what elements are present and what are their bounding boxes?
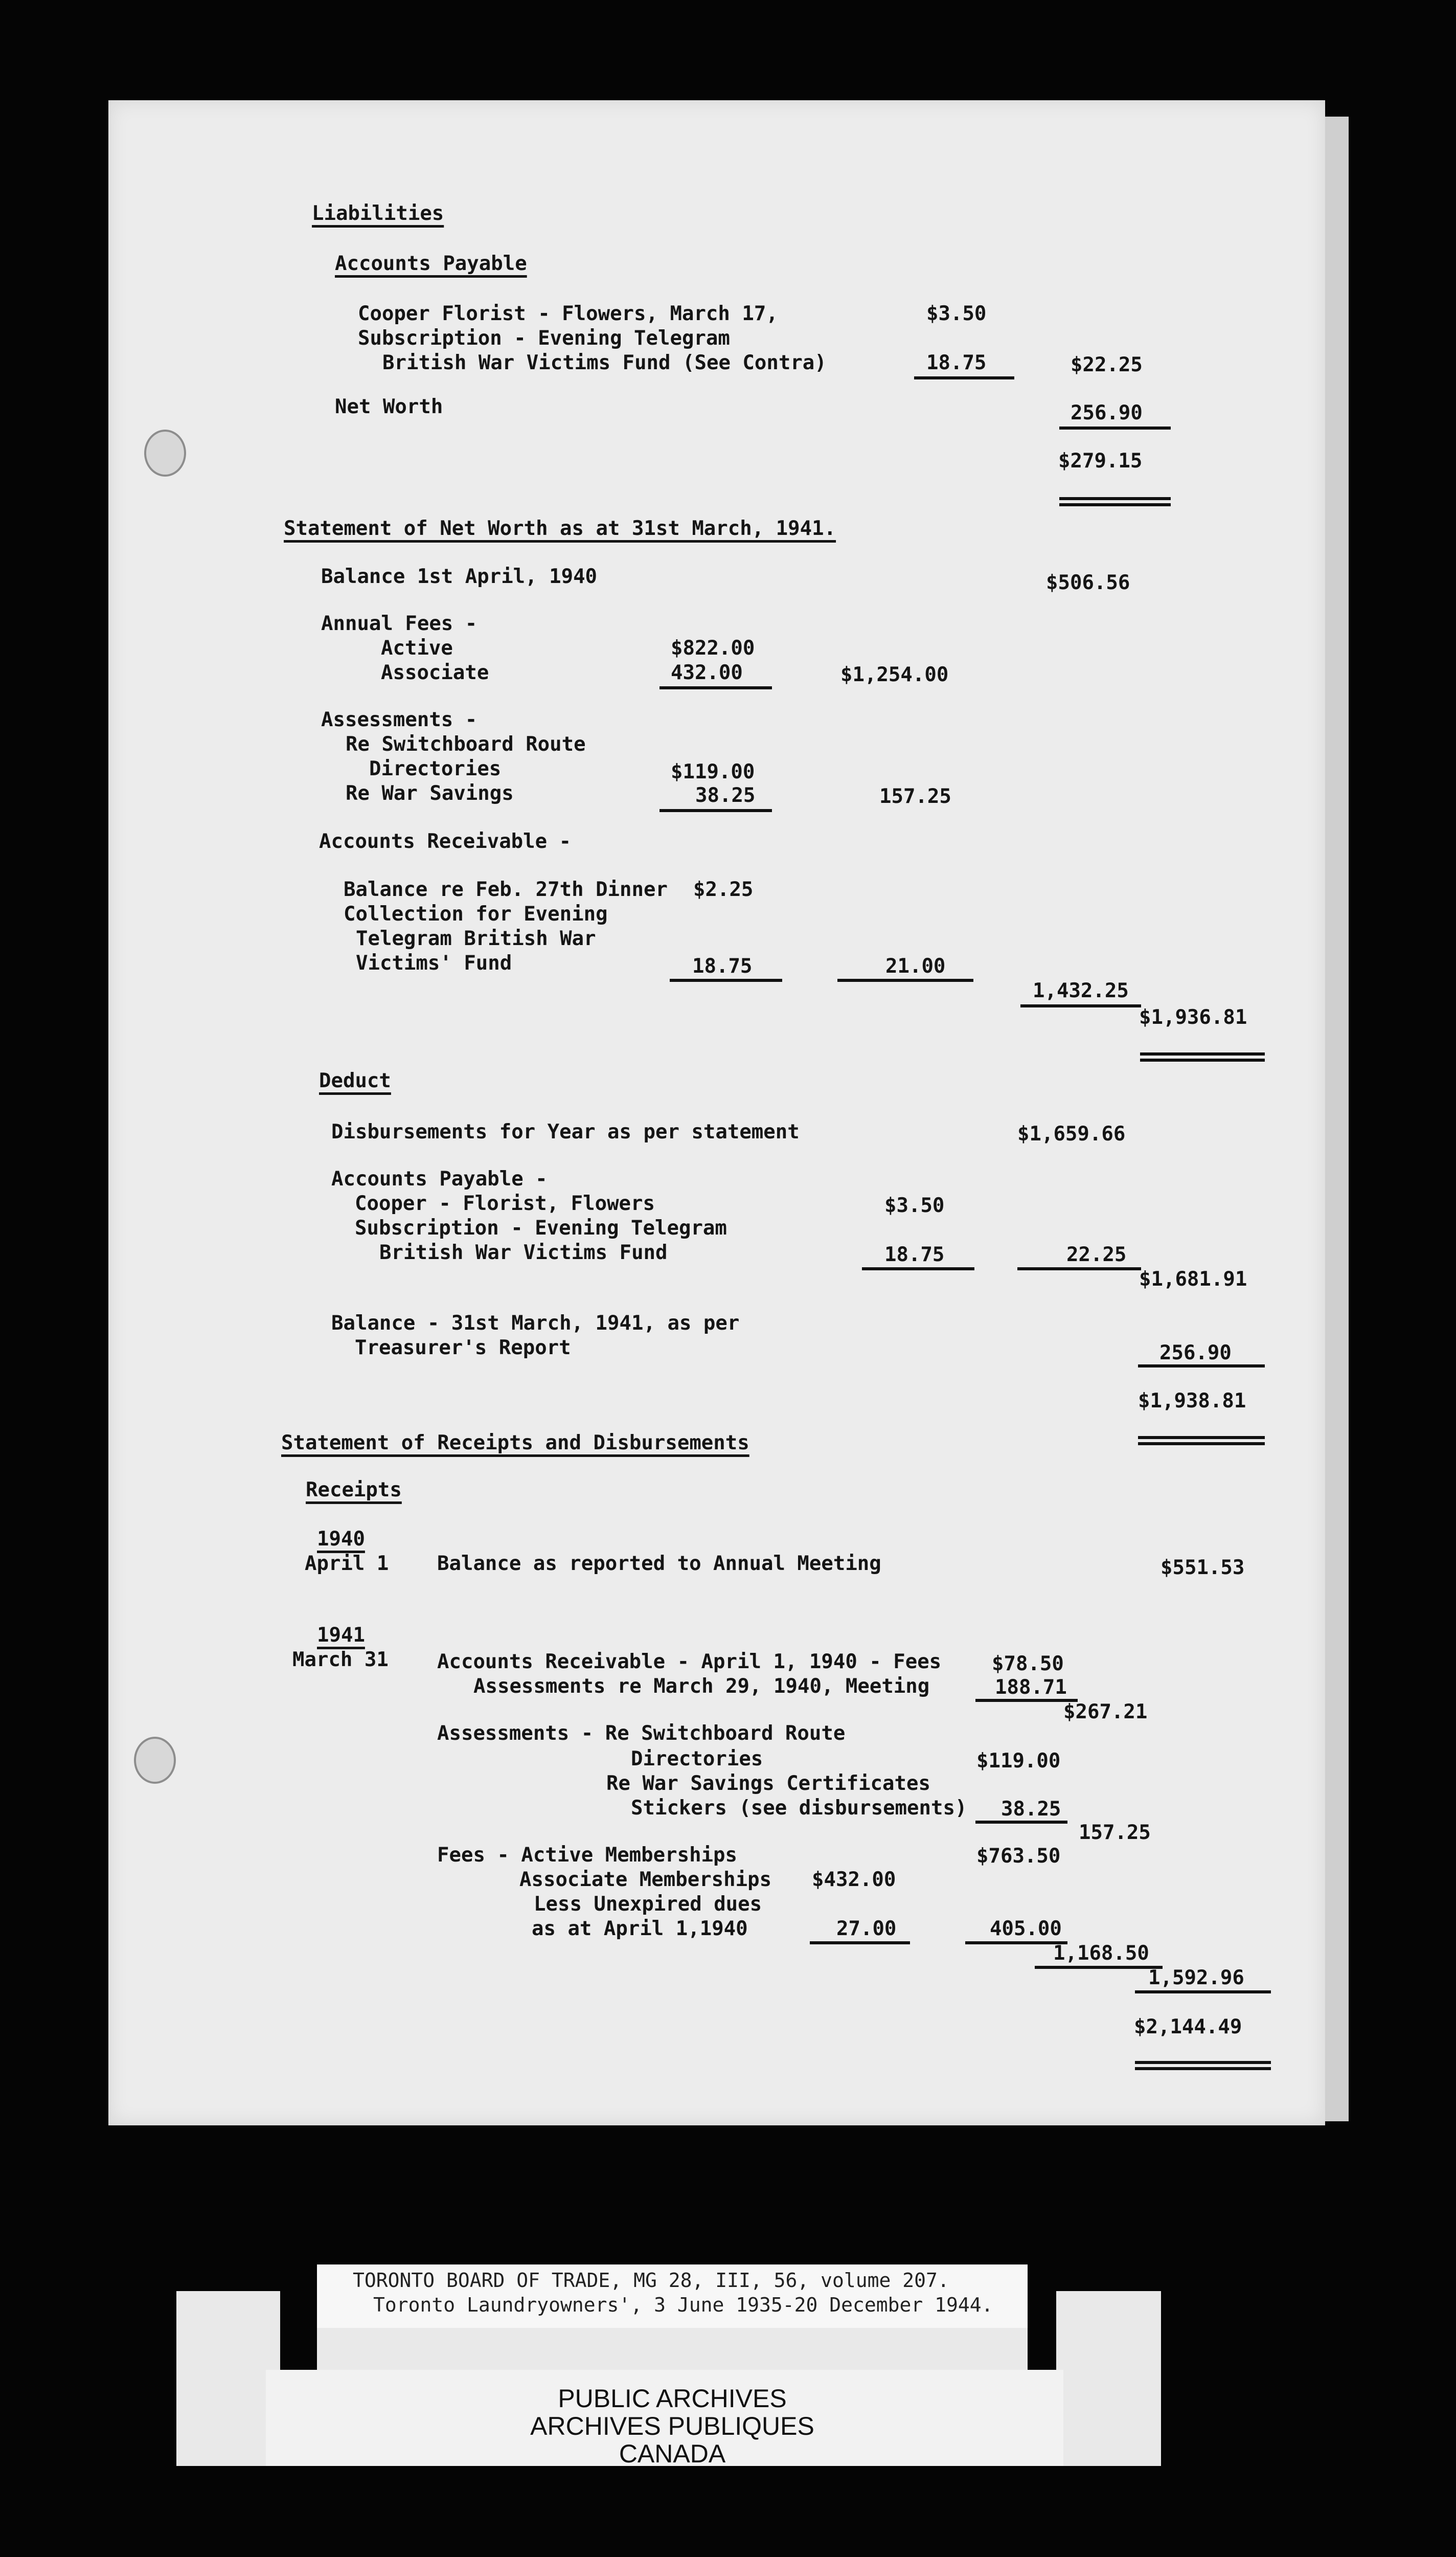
liability-line: Cooper Florist - Flowers, March 17,: [358, 302, 778, 325]
balance-line: Balance - 31st March, 1941, as per: [331, 1312, 740, 1335]
assess-line: Directories: [369, 757, 502, 780]
year-label: 1941: [317, 1624, 365, 1647]
active-label: Active: [381, 637, 453, 660]
amount: 405.00: [990, 1917, 1062, 1940]
assess-line: Re War Savings: [346, 782, 514, 805]
balance-line: Treasurer's Report: [355, 1336, 571, 1359]
amount: $1,938.81: [1138, 1389, 1246, 1412]
amount: $551.53: [1161, 1556, 1245, 1579]
receipts-statement-heading: Statement of Receipts and Disbursements: [281, 1431, 749, 1454]
rule: [1020, 1004, 1141, 1007]
rule: [837, 979, 973, 982]
amount: $22.25: [1071, 353, 1143, 376]
amount: $78.50: [992, 1652, 1064, 1675]
associate-label: Associate: [381, 661, 489, 684]
amount: $1,681.91: [1139, 1268, 1247, 1291]
amount: 256.90: [1159, 1341, 1232, 1364]
rule: [975, 1821, 1067, 1824]
date-label: April 1: [305, 1552, 389, 1575]
tab-slot: [1028, 2291, 1056, 2370]
amount: 22.25: [1066, 1243, 1127, 1266]
rule: [1035, 1966, 1163, 1969]
receipt-line: Fees - Active Memberships: [437, 1844, 737, 1867]
tab-slot: [280, 2291, 317, 2370]
ap-line: Subscription - Evening Telegram: [355, 1217, 727, 1240]
double-rule: [1138, 1436, 1265, 1439]
double-rule: [1140, 1052, 1265, 1056]
archive-country: CANADA: [619, 2439, 726, 2468]
amount: 432.00: [671, 661, 743, 684]
ap-label: Accounts Payable -: [331, 1168, 548, 1191]
archive-ref-line: Toronto Laundryowners', 3 June 1935-20 December 1944.: [373, 2294, 993, 2316]
archive-name-fr: ARCHIVES PUBLIQUES: [530, 2412, 814, 2440]
archive-name-en: PUBLIC ARCHIVES: [558, 2384, 787, 2413]
amount: $1,254.00: [840, 663, 949, 686]
year-label: 1940: [317, 1528, 365, 1551]
fees-label: Annual Fees -: [321, 612, 477, 635]
amount: 157.25: [1079, 1821, 1151, 1844]
liability-line: Subscription - Evening Telegram: [358, 327, 730, 350]
deduct-heading: Deduct: [319, 1069, 391, 1092]
double-rule: [1140, 1059, 1265, 1062]
double-rule: [1138, 1442, 1265, 1445]
amount: $267.21: [1063, 1700, 1148, 1723]
amount: $822.00: [671, 637, 755, 660]
ap-line: British War Victims Fund: [379, 1241, 668, 1264]
amount: $119.00: [976, 1749, 1061, 1773]
amount: $763.50: [976, 1845, 1061, 1868]
assess-line: Re Switchboard Route: [346, 733, 586, 756]
amount: $119.00: [671, 760, 755, 783]
receipt-line: Accounts Receivable - April 1, 1940 - Fees: [437, 1650, 942, 1673]
amount: 157.25: [879, 785, 951, 808]
double-rule: [1059, 503, 1171, 506]
receipt-line: Stickers (see disbursements): [631, 1797, 967, 1820]
rule: [1059, 427, 1171, 430]
receivable-line: Victims' Fund: [356, 952, 512, 975]
receipt-line: Balance as reported to Annual Meeting: [437, 1552, 881, 1575]
receipt-line: Directories: [631, 1747, 763, 1770]
date-label: March 31: [292, 1648, 389, 1671]
receipt-line: as at April 1,1940: [532, 1917, 748, 1940]
amount: 18.75: [884, 1243, 945, 1266]
rule: [975, 1699, 1078, 1702]
amount: 38.25: [695, 784, 756, 807]
ap-line: Cooper - Florist, Flowers: [355, 1192, 655, 1215]
double-rule: [1135, 2061, 1271, 2064]
liability-line: British War Victims Fund (See Contra): [382, 351, 827, 374]
amount: $1,936.81: [1139, 1006, 1247, 1029]
net-worth-heading: Statement of Net Worth as at 31st March, 1941.: [284, 517, 836, 540]
punch-hole-top: [144, 430, 186, 477]
amount: 18.75: [692, 955, 753, 978]
rule: [862, 1267, 974, 1270]
disbursements-label: Disbursements for Year as per statement: [331, 1120, 800, 1143]
punch-hole-bottom: [134, 1737, 176, 1784]
amount: $432.00: [812, 1868, 896, 1891]
amount: $2.25: [693, 878, 754, 901]
double-rule: [1135, 2067, 1271, 2070]
receipt-line: Assessments - Re Switchboard Route: [437, 1722, 846, 1745]
amount: 1,432.25: [1033, 979, 1129, 1002]
rule: [1138, 1364, 1265, 1367]
rule: [965, 1941, 1067, 1944]
amount: $2,144.49: [1134, 2015, 1242, 2038]
receipt-line: Assessments re March 29, 1940, Meeting: [473, 1675, 930, 1698]
receipt-line: Associate Memberships: [519, 1868, 772, 1891]
balance-label: Balance 1st April, 1940: [321, 565, 598, 588]
rule: [1135, 1990, 1271, 1993]
rule: [810, 1941, 910, 1944]
rule: [914, 376, 1014, 379]
amount: 21.00: [885, 955, 946, 978]
rule: [659, 686, 772, 689]
amount: 27.00: [836, 1917, 897, 1940]
page-edge: [1325, 117, 1349, 2121]
amount: $279.15: [1058, 450, 1143, 473]
amount: 188.71: [995, 1676, 1067, 1699]
amount: $3.50: [926, 302, 987, 325]
receivable-line: Balance re Feb. 27th Dinner: [344, 878, 668, 901]
assess-label: Assessments -: [321, 708, 477, 731]
double-rule: [1059, 497, 1171, 500]
amount: 256.90: [1071, 401, 1143, 424]
receipt-line: Re War Savings Certificates: [606, 1772, 930, 1795]
receipts-heading: Receipts: [306, 1478, 402, 1501]
amount: $1,659.66: [1017, 1123, 1126, 1146]
amount: 1,168.50: [1053, 1942, 1149, 1965]
net-worth-label: Net Worth: [335, 395, 443, 418]
amount: $506.56: [1046, 571, 1130, 594]
amount: 18.75: [926, 351, 987, 374]
amount: $3.50: [884, 1194, 945, 1217]
receivable-line: Telegram British War: [356, 927, 596, 950]
liabilities-heading: Liabilities: [312, 202, 444, 225]
rule: [1017, 1267, 1141, 1270]
receipt-line: Less Unexpired dues: [534, 1893, 762, 1916]
receivable-line: Collection for Evening: [344, 903, 608, 926]
receivable-label: Accounts Receivable -: [319, 830, 572, 853]
amount: 1,592.96: [1148, 1966, 1244, 1989]
accounts-payable-heading: Accounts Payable: [335, 252, 527, 275]
rule: [670, 979, 782, 982]
archive-ref-line: TORONTO BOARD OF TRADE, MG 28, III, 56, volume 207.: [353, 2269, 949, 2292]
rule: [659, 809, 772, 812]
amount: 38.25: [1001, 1798, 1061, 1821]
